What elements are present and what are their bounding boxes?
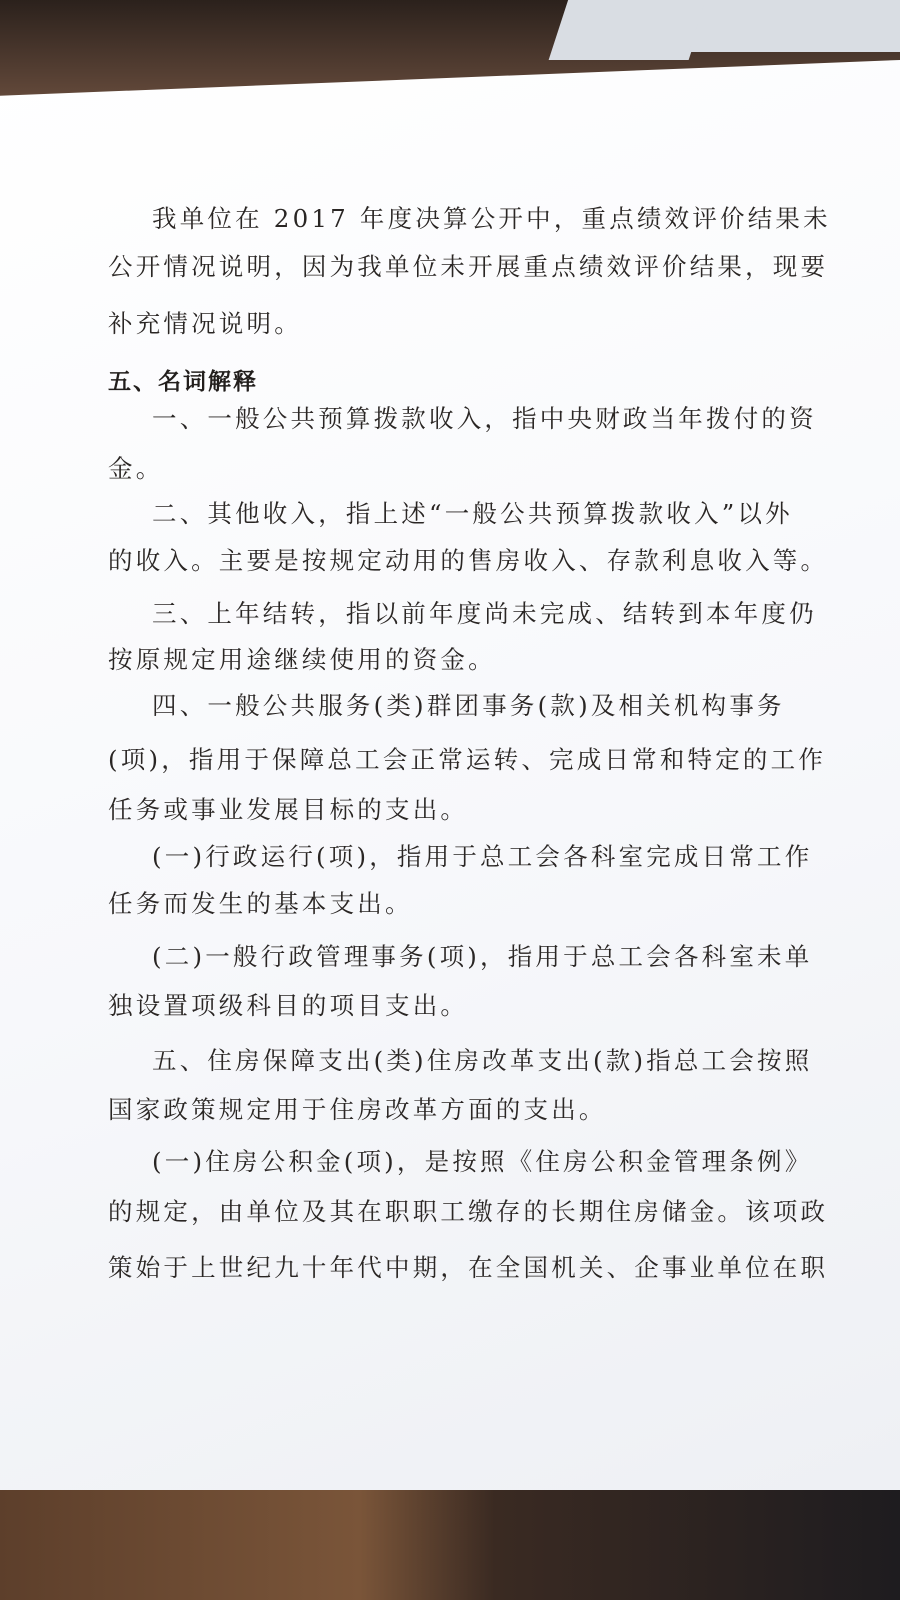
definition-line: (一)住房公积金(项)，是按照《住房公积金管理条例》 [152,1147,813,1176]
paragraph-line: 公开情况说明，因为我单位未开展重点绩效评价结果，现要 [108,252,829,281]
paragraph-line: 我单位在 2017 年度决算公开中，重点绩效评价结果未 [152,204,831,233]
background-paper-corner [689,0,900,52]
definition-line: 任务或事业发展目标的支出。 [108,795,469,824]
definition-line: 的规定，由单位及其在职职工缴存的长期住房储金。该项政 [108,1197,829,1226]
section-heading: 五、名词解释 [108,369,258,395]
desk-background-bottom [0,1480,900,1600]
definition-line: 二、其他收入，指上述“一般公共预算拨款收入”以外 [152,499,793,528]
definition-line: 国家政策规定用于住房改革方面的支出。 [108,1095,607,1124]
definition-line: 金。 [108,454,164,483]
definition-line: 的收入。主要是按规定动用的售房收入、存款利息收入等。 [108,546,829,575]
background-paper-corner [549,0,712,60]
definition-line: 独设置项级科目的项目支出。 [108,991,469,1020]
definition-line: 三、上年结转，指以前年度尚未完成、结转到本年度仍 [152,599,817,628]
definition-line: 按原规定用途继续使用的资金。 [108,645,496,674]
definition-line: 策始于上世纪九十年代中期，在全国机关、企事业单位在职 [108,1253,829,1282]
definition-line: (二)一般行政管理事务(项)，指用于总工会各科室未单 [152,942,813,971]
definition-line: (项)，指用于保障总工会正常运转、完成日常和特定的工作 [108,745,827,774]
definition-line: 一、一般公共预算拨款收入，指中央财政当年拨付的资 [152,404,817,433]
paragraph-line: 补充情况说明。 [108,309,302,338]
definition-line: (一)行政运行(项)，指用于总工会各科室完成日常工作 [152,842,813,871]
definition-line: 四、一般公共服务(类)群团事务(款)及相关机构事务 [152,691,785,720]
definition-line: 任务而发生的基本支出。 [108,889,413,918]
definition-line: 五、住房保障支出(类)住房改革支出(款)指总工会按照 [152,1046,813,1075]
